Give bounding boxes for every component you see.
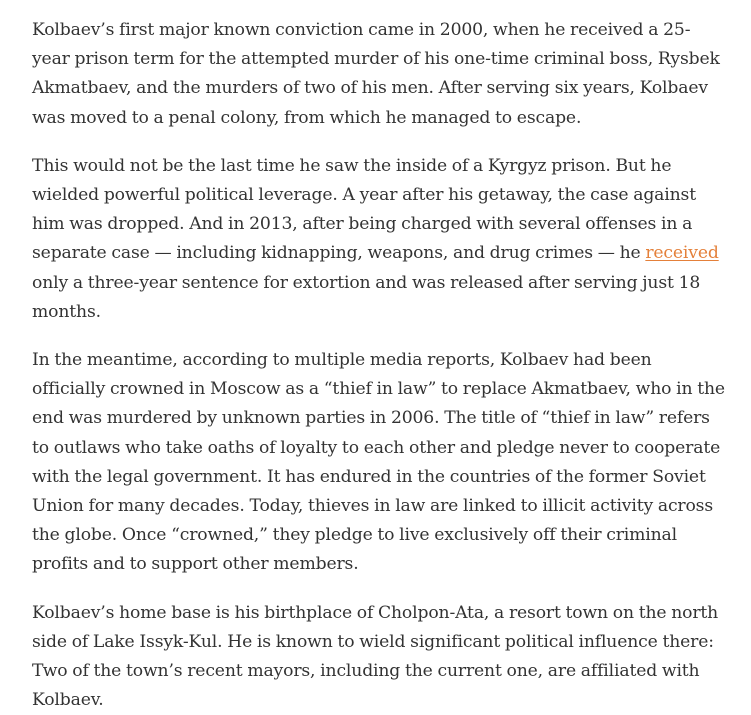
paragraph-prison	[32, 152, 727, 327]
received-link[interactable]: received	[645, 243, 719, 264]
paragraph-prison-text-after: only a three-year sentence for extortion and was released after serving just 18 months.	[32, 272, 701, 322]
paragraph-home-base-text: Kolbaev’s home base is his birthplace of Cholpon-Ata, a resort town on the north side of Lake Issyk-Kul. He is known to wield significant political influence there: Two of the town’s recent mayors, including the current one, are affiliated with Kolbaev.	[32, 602, 719, 711]
paragraph-conviction-text: Kolbaev’s first major known conviction came in 2000, when he received a 25-year prison term for the attempted murder of his one-time criminal boss, Rysbek Akmatbaev, and the murders of two of his men. After serving six years, Kolbaev was moved to a penal colony, from which he managed to escape.	[32, 20, 720, 128]
paragraph-home-base	[32, 599, 727, 715]
paragraph-prison-text-before: This would not be the last time he saw the inside of a Kyrgyz prison. But he wielded powerful political leverage. A year after his getaway, the case against him was dropped. And in 2013, after being charged with several offenses in a separate case — including kidnapping, weapons, and drug crimes — he	[32, 155, 696, 264]
paragraph-thief-in-law	[32, 346, 727, 580]
paragraph-thief-in-law-text: In the meantime, according to multiple media reports, Kolbaev had been officially crowned in Moscow as a “thief in law” to replace Akmatbaev, who in the end was murdered by unknown parties in 2006. The title of “thief in law” refers to outlaws who take oaths of loyalty to each other and pledge never to cooperate with the legal government. It has endured in the countries of the former Soviet Union for many decades. Today, thieves in law are linked to illicit activity across the globe. Once “crowned,” they pledge to live exclusively off their criminal profits and to support other members.	[32, 350, 725, 575]
paragraph-conviction	[32, 16, 727, 133]
